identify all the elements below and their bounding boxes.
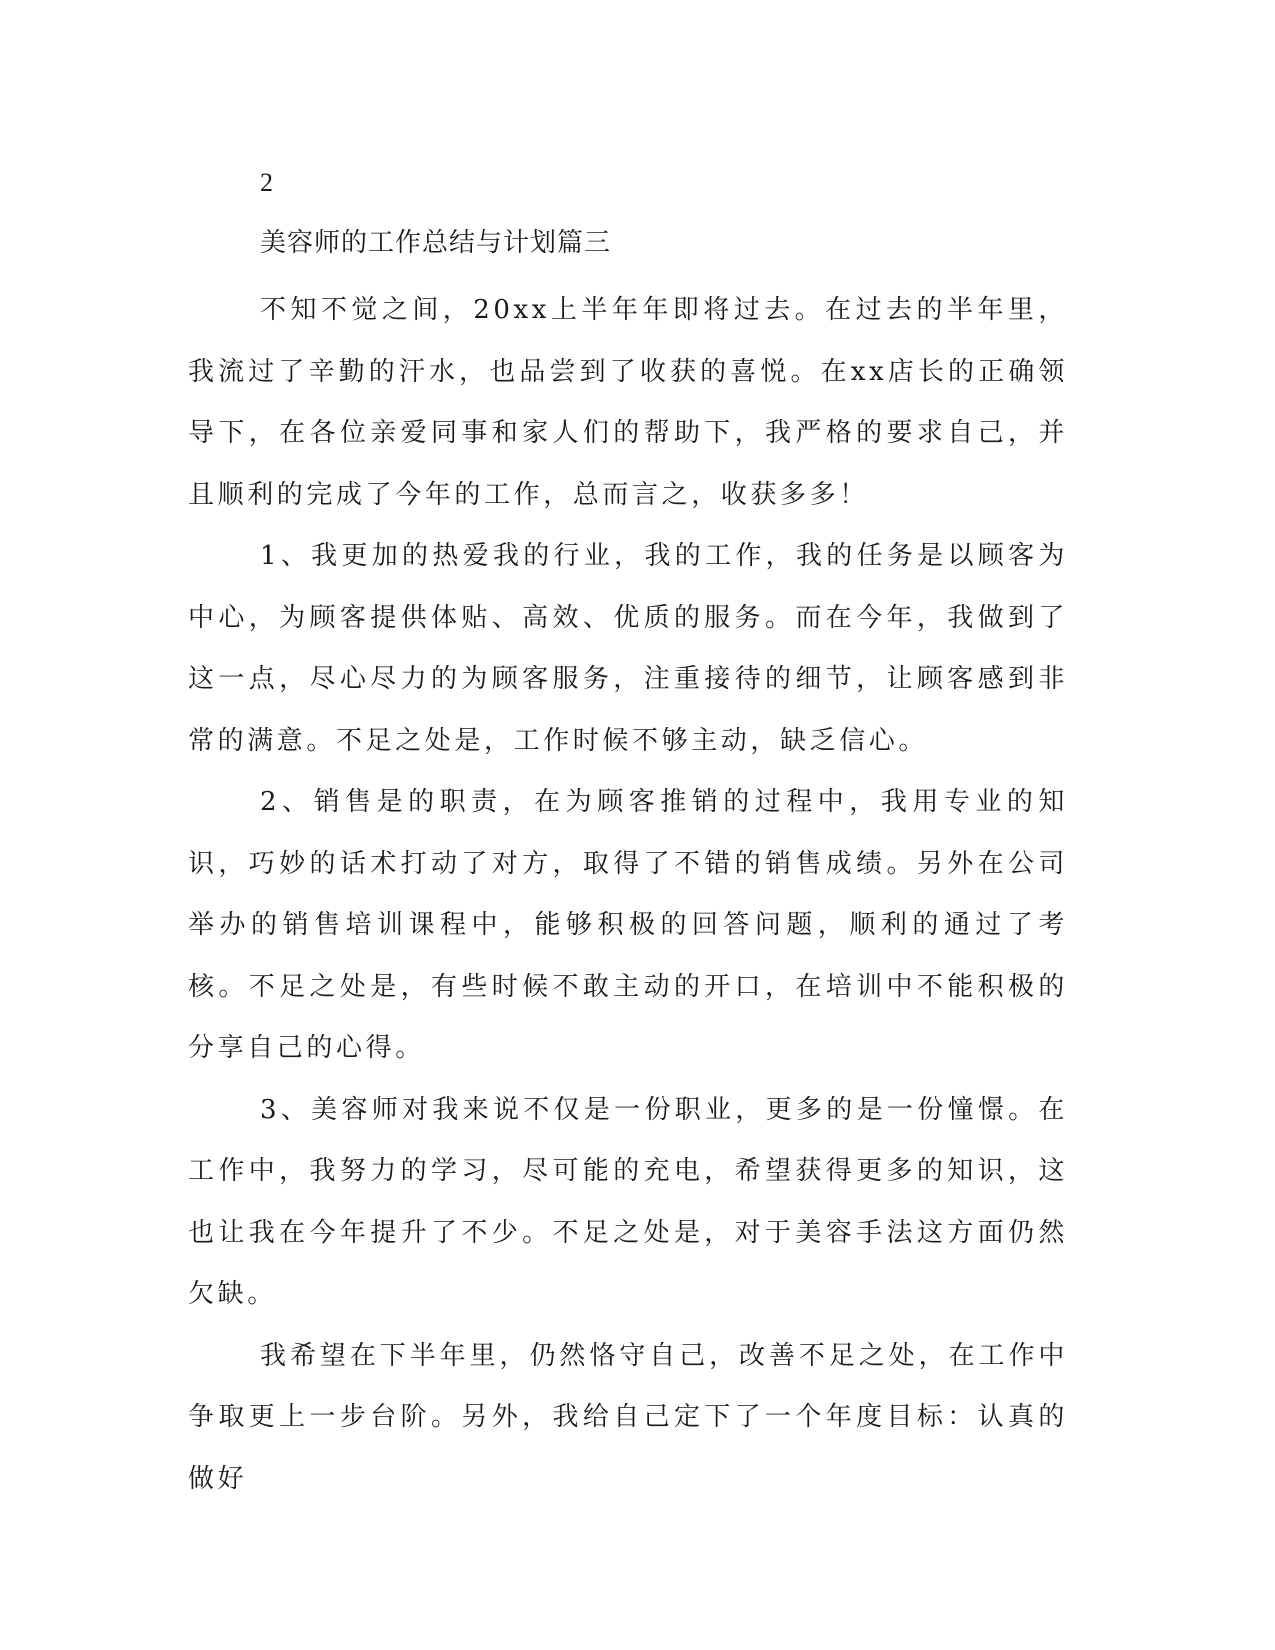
document-body xyxy=(188,280,1068,1510)
paragraph-intro: 不知不觉之间，20xx上半年年即将过去。在过去的半年里，我流过了辛勤的汗水，也品尝到了收获的喜悦。在xx店长的正确领导下，在各位亲爱同事和家人们的帮助下，我严格的要求自己，并且顺利的完成了今年的工作，总而言之，收获多多！ xyxy=(188,295,1068,510)
paragraph-plan: 我希望在下半年里，仍然恪守自己，改善不足之处，在工作中争取更上一步台阶。另外，我给自己定下了一个年度目标：认真的做好 xyxy=(188,1340,1068,1494)
paragraph-point-3: 3、美容师对我来说不仅是一份职业，更多的是一份憧憬。在工作中，我努力的学习，尽可能的充电，希望获得更多的知识，这也让我在今年提升了不少。不足之处是，对于美容手法这方面仍然欠缺。 xyxy=(188,1094,1068,1309)
page-number: 2 xyxy=(260,168,273,197)
paragraph-point-2: 2、销售是的职责，在为顾客推销的过程中，我用专业的知识，巧妙的话术打动了对方，取得了不错的销售成绩。另外在公司举办的销售培训课程中，能够积极的回答问题，顺利的通过了考核。不足之处是，有些时候不敢主动的开口，在培训中不能积极的分享自己的心得。 xyxy=(188,787,1068,1063)
document-title: 美容师的工作总结与计划篇三 xyxy=(260,228,612,258)
paragraph-point-1: 1、我更加的热爱我的行业，我的工作，我的任务是以顾客为中心，为顾客提供体贴、高效、优质的服务。而在今年，我做到了这一点，尽心尽力的为顾客服务，注重接待的细节，让顾客感到非常的满意。不足之处是，工作时候不够主动，缺乏信心。 xyxy=(188,541,1068,756)
